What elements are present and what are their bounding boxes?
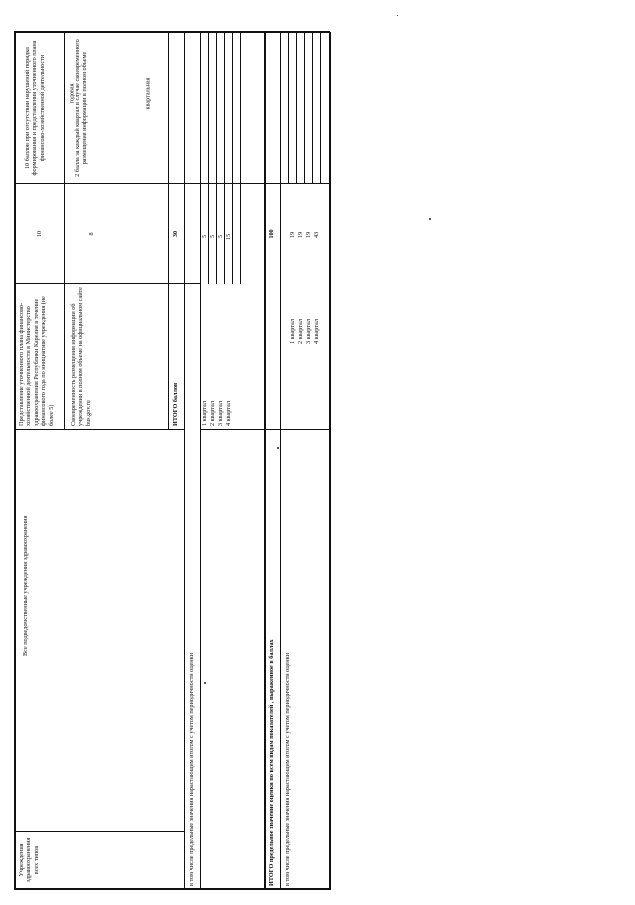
criterion-1-score: 10 <box>36 230 43 238</box>
period-annual-text: годовая <box>68 83 76 104</box>
cum1-q1: 1 квартал <box>201 401 208 426</box>
period-quarterly-text: квартальная <box>144 77 152 110</box>
itogo1-value: 30 <box>172 230 179 238</box>
cum1-q3: 3 квартал <box>217 401 224 426</box>
cum1-q4: 4 квартал <box>225 401 232 426</box>
cum1-v3: 5 <box>217 234 224 238</box>
criterion-1-name: Представление уточненного плана финансово-хозяйственной деятельности в Министерство здравоохранения Республики Карелия в течение финансового года по инициативе учреждения (не более 5) <box>18 296 55 426</box>
scan-speck <box>397 15 398 16</box>
cum1-v1: 5 <box>201 234 208 238</box>
header-col2: Все подведомственные учреждения здравоохранения <box>22 515 29 656</box>
criterion-2-score: 8 <box>88 232 95 236</box>
period-quarterly-label <box>145 78 152 110</box>
itogo1-label: ИТОГО баллов <box>172 382 179 426</box>
cum1-v4: 15 <box>225 233 232 240</box>
cum1-q2: 2 квартал <box>209 401 216 426</box>
cum2-v3: 19 <box>305 231 312 238</box>
cumulative2-label: в том числе предельные значения нарастающим итогом с учетом периодичности оценки <box>284 653 291 886</box>
criterion-2-name: Своевременность размещения информации об учреждении в полном объеме на официальном сайте bus.gov.ru <box>70 287 92 426</box>
period-cells <box>14 32 330 890</box>
header-col1: Учреждения здравоохранения всех типов <box>18 837 40 883</box>
cum2-q2: 2 квартал <box>297 319 304 344</box>
cum2-q1: 1 квартал <box>289 319 296 344</box>
itogo2-label: ИТОГО предельное значение оценки по всем видам показателей , выраженное в баллах <box>268 639 275 886</box>
cum1-v2: 5 <box>209 234 216 238</box>
cum2-v4: 43 <box>313 231 320 238</box>
criterion-1-rule: 10 баллов при отсутствии нарушений порядка формирования и представления уточненного плана финансово-хозяйственной деятельности <box>24 40 46 176</box>
cum2-q3: 3 квартал <box>305 319 312 344</box>
cum2-q4: 4 квартал <box>313 319 320 344</box>
criterion-2-rule: 2 балла за каждый квартал в случае своевременного размещения информации в полном объеме <box>74 39 89 177</box>
scan-speck <box>429 218 431 220</box>
cum2-v2: 19 <box>297 231 304 238</box>
period-annual-label <box>68 84 75 104</box>
cum2-v1: 19 <box>289 231 296 238</box>
itogo2-value: 100 <box>268 229 275 239</box>
cumulative1-label: в том числе предельные значения нарастающим итогом с учетом периодичности оценки <box>188 653 195 886</box>
